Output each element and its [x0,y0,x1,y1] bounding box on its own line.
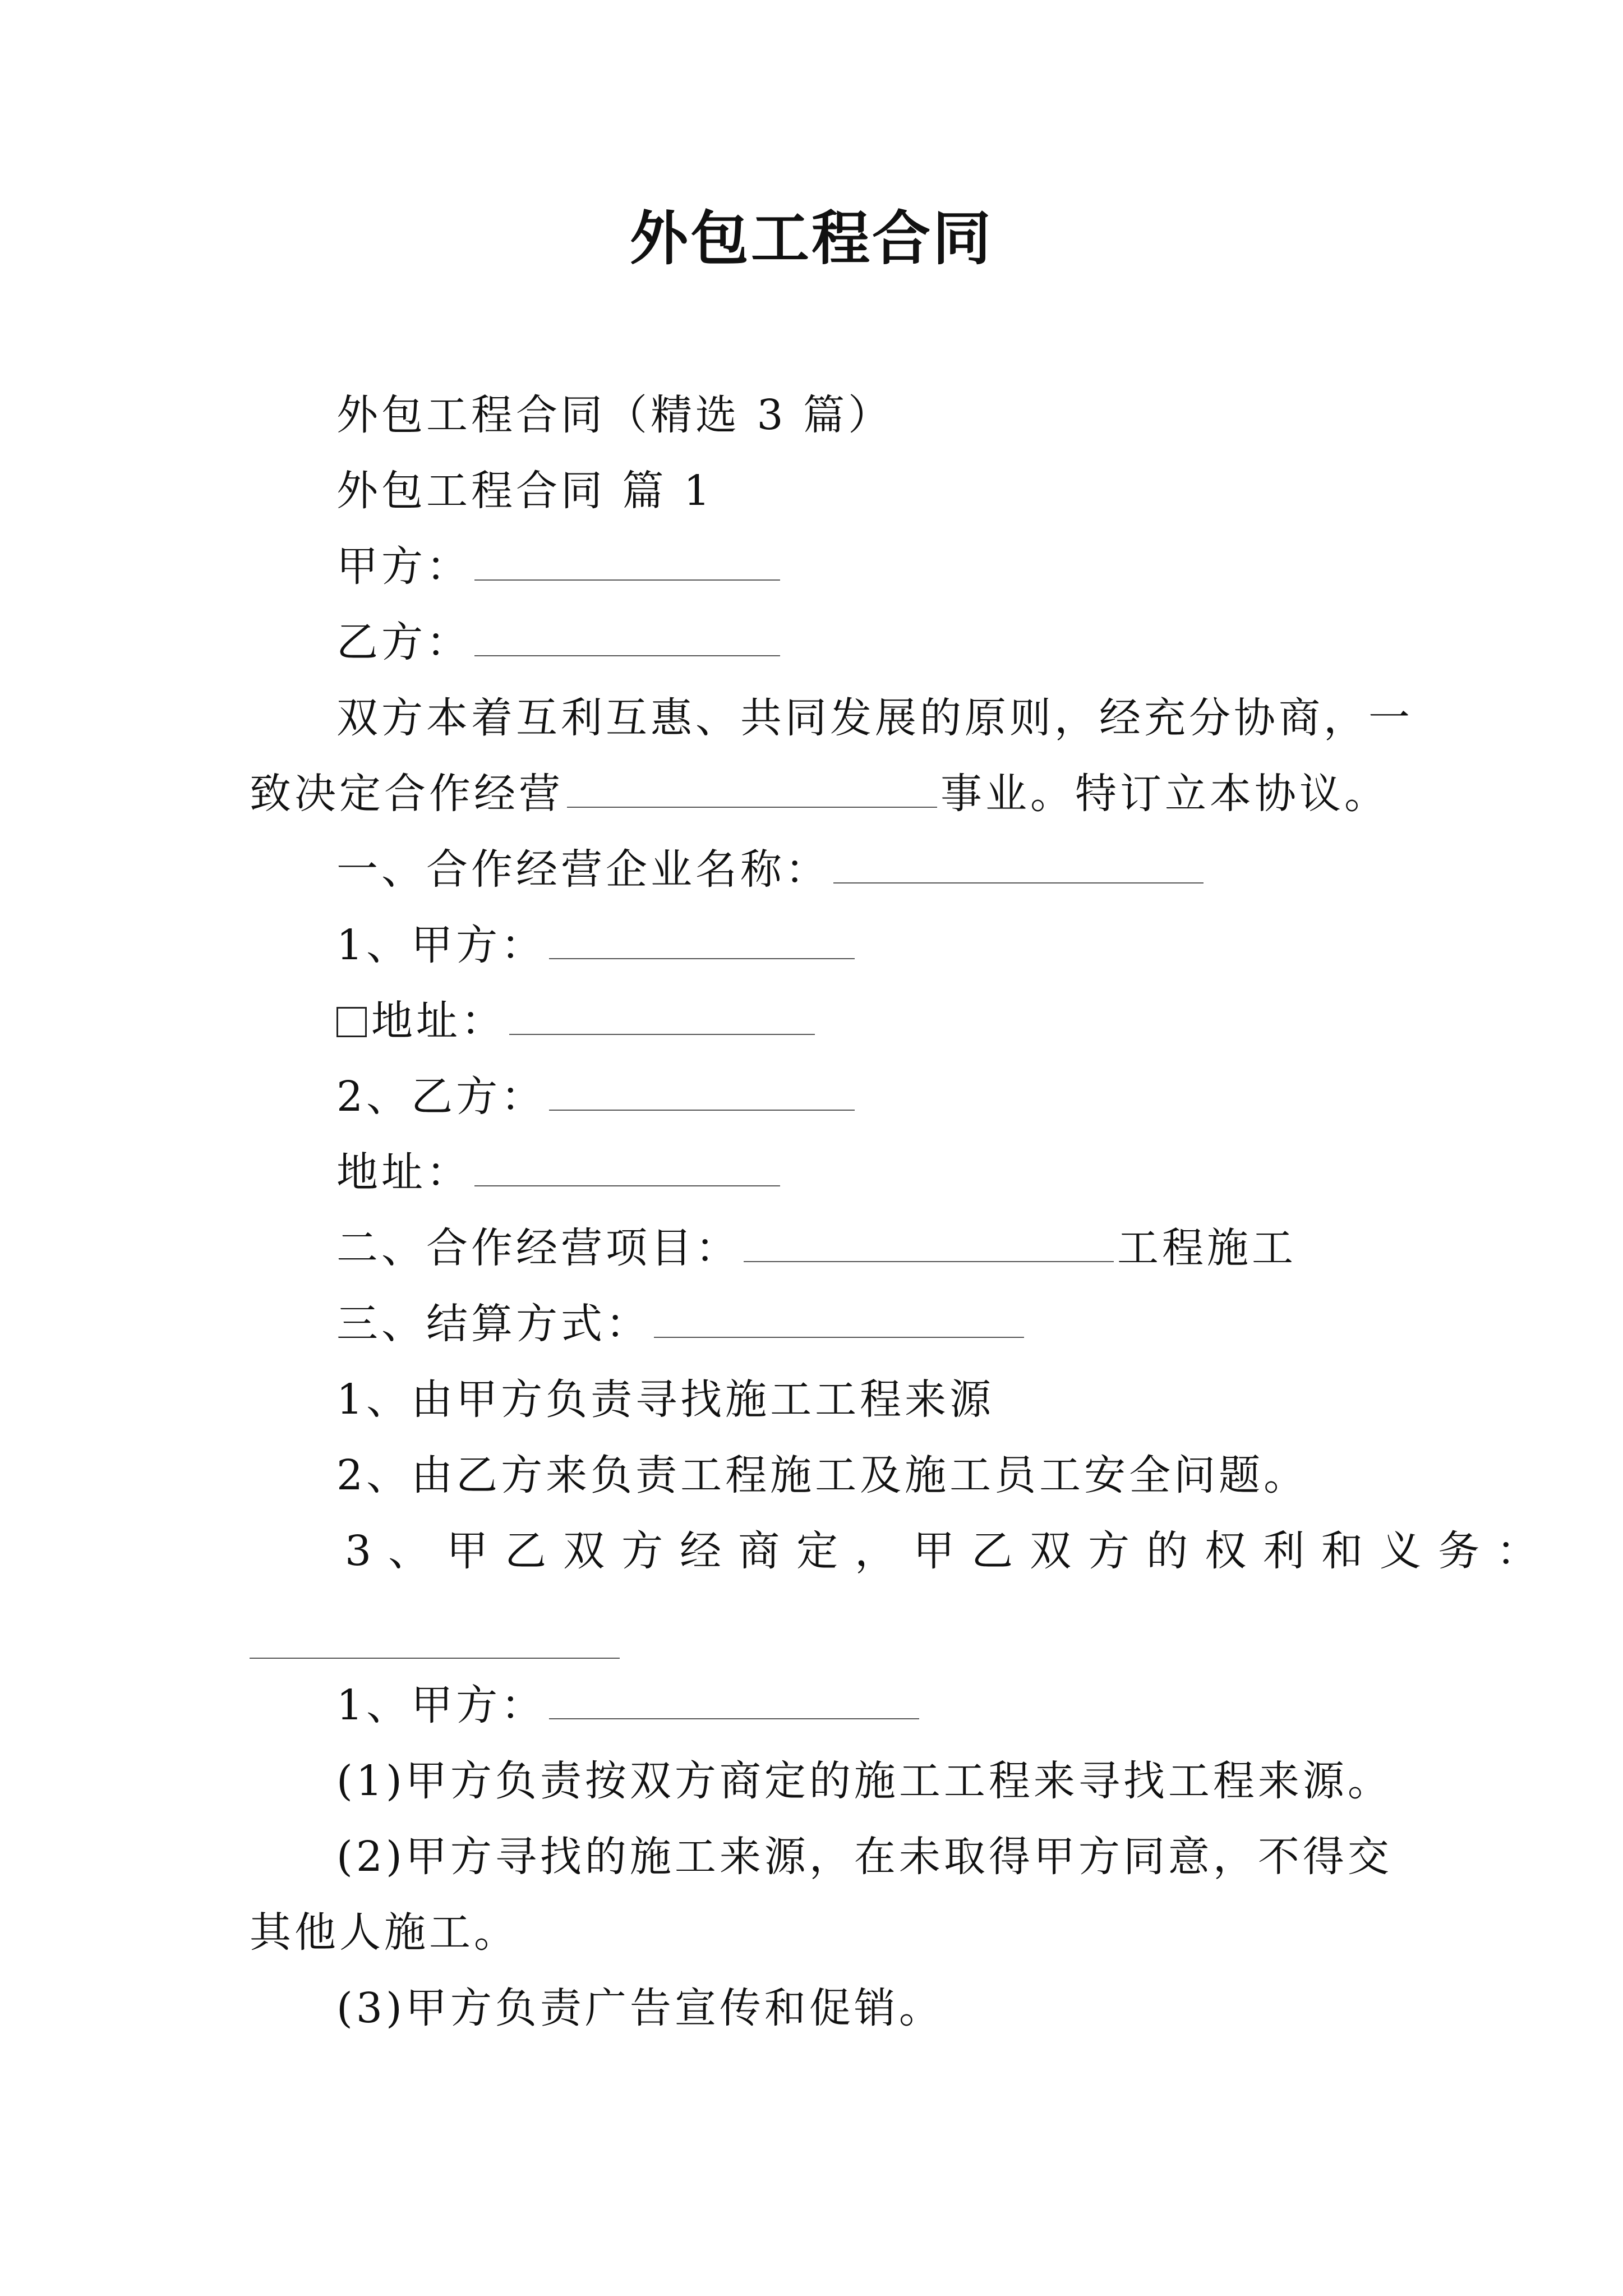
rights-blank-line [250,1658,620,1659]
party-a-label: 甲方： [336,542,471,591]
item1-line [336,841,1207,898]
item1-a-line [336,917,858,973]
item1-b-blank [549,1076,855,1111]
intro-paragraph-line1: 双方本着互利互惠、共同发展的原则，经充分协商，一 [336,694,1413,742]
item1-label: 一、合作经营企业名称： [336,845,830,894]
section-heading: 外包工程合同 篇 1 [336,467,714,515]
item2-suffix: 工程施工 [1117,1224,1297,1272]
intro-paragraph-line2 [250,766,1389,822]
item1-a-label: 1、甲方： [336,921,546,969]
rights-a-3: (3)甲方负责广告宣传和促销。 [336,1984,944,2032]
item3-3: 3、甲乙双方经商定，甲乙双方的权利和义务： [345,1527,1555,1575]
item3-label: 三、结算方式： [336,1300,651,1348]
rights-a-line [336,1677,923,1733]
checkbox-icon [336,1007,367,1037]
item1-b-label: 2、乙方： [336,1073,546,1121]
party-b-line [336,614,783,670]
enterprise-name-blank [833,849,1204,884]
rights-a-label: 1、甲方： [336,1681,546,1729]
document-title: 外包工程合同 [629,204,993,273]
item1-b-address-line [336,1144,783,1200]
rights-a-2-line2: 其他人施工。 [250,1908,519,1957]
item3-2: 2、由乙方来负责工程施工及施工员工安全问题。 [336,1451,1309,1499]
project-blank [744,1227,1114,1262]
party-b-label: 乙方： [336,618,471,666]
item1-a-blank [549,924,855,959]
party-a-blank [474,546,780,581]
subtitle: 外包工程合同（精选 3 篇） [336,391,893,439]
item1-b-line [336,1069,858,1125]
intro-suffix: 事业。特订立本协议。 [940,770,1389,818]
item3-1: 1、由甲方负责寻找施工工程来源 [336,1375,995,1424]
rights-a-1: (1)甲方负责按双方商定的施工工程来寻找工程来源。 [336,1757,1393,1805]
business-blank [567,773,937,808]
item3-line [336,1296,1027,1352]
settlement-blank [654,1303,1024,1338]
item1-a-address-label: 地址： [371,997,506,1045]
item1-b-address-blank [474,1152,780,1186]
party-b-blank [474,622,780,656]
intro-prefix: 致决定合作经营 [250,770,564,818]
item1-b-address-label: 地址： [336,1148,471,1197]
item2-line [336,1220,1297,1276]
item1-a-address-blank [509,1000,815,1035]
rights-a-blank [549,1685,919,1719]
party-a-line [336,539,783,595]
item1-a-address-line [336,993,818,1049]
rights-a-2-line1: (2)甲方寻找的施工来源，在未取得甲方同意，不得交 [336,1833,1393,1881]
item2-prefix: 二、合作经营项目： [336,1224,740,1272]
